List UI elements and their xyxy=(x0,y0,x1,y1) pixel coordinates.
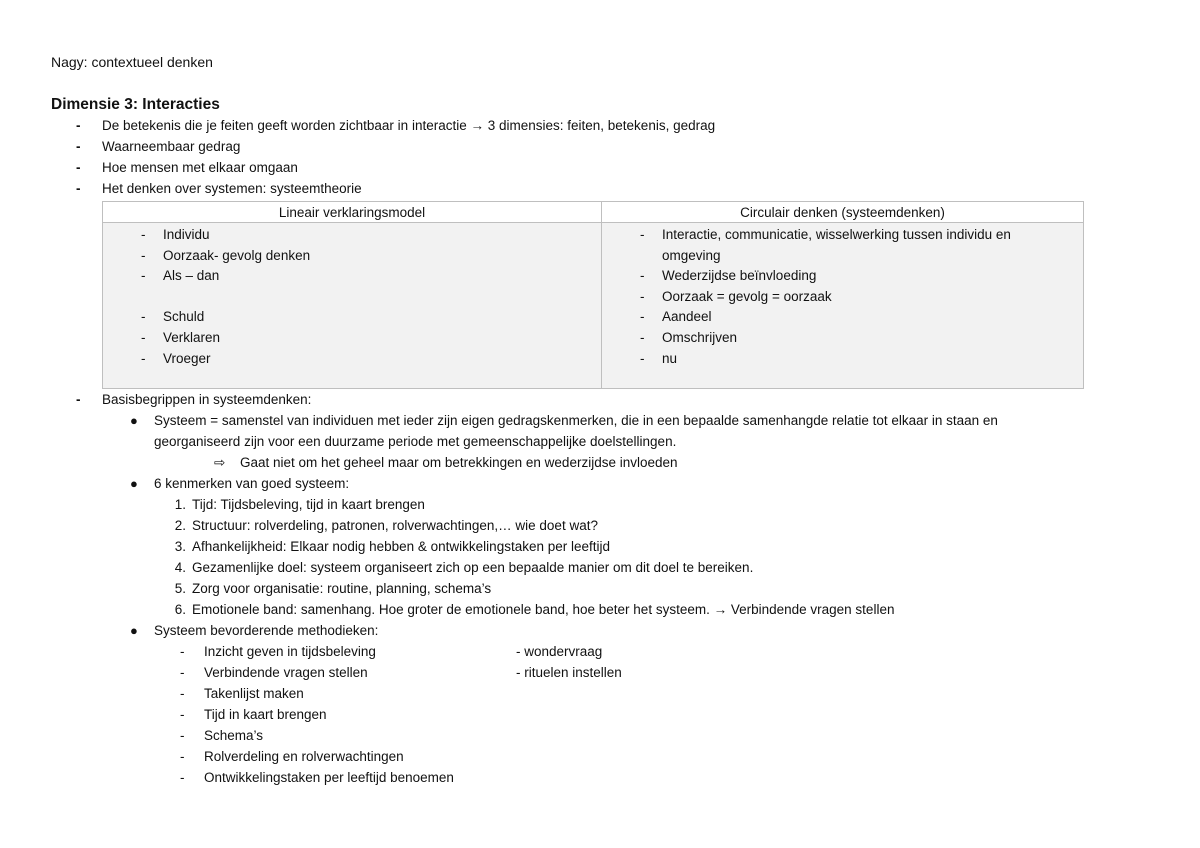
bullet-text: Het denken over systemen: systeemtheorie xyxy=(102,181,362,196)
dash-bullet: - xyxy=(76,181,81,196)
list-item xyxy=(76,158,81,178)
list-item xyxy=(76,179,81,199)
item-text: Rolverdeling en rolverwachtingen xyxy=(204,749,404,764)
list-item: - Vroeger xyxy=(103,349,601,370)
item-text: Ontwikkelingstaken per leeftijd benoemen xyxy=(204,770,454,785)
item-text: Structuur: rolverdeling, patronen, rolverwachtingen,… wie doet wat? xyxy=(192,518,598,533)
list-item: - nu xyxy=(602,349,1083,370)
list-item: - Individu xyxy=(103,225,601,246)
disc-bullet: ● xyxy=(130,476,138,491)
list-item: - Schema’s xyxy=(180,728,264,743)
bullet-text: Basisbegrippen in systeemdenken: xyxy=(102,392,312,407)
list-item: - Omschrijven xyxy=(602,328,1083,349)
disc-bullet: ● xyxy=(130,623,138,638)
table-cell-right xyxy=(602,223,1084,389)
definition-line: georganiseerd zijn voor een duurzame periode met gemeenschappelijke doelstellingen. xyxy=(154,434,677,449)
list-item: - Als – dan xyxy=(103,266,601,287)
bullet-text: Hoe mensen met elkaar omgaan xyxy=(102,160,298,175)
numbered-item: 1. Tijd: Tijdsbeleving, tijd in kaart brengen xyxy=(174,497,425,512)
bullet-text: Waarneembaar gedrag xyxy=(102,139,241,154)
list-item: - Tijd in kaart brengen xyxy=(180,707,327,722)
list-item-right: - rituelen instellen xyxy=(516,665,622,680)
dash-bullet: - xyxy=(76,160,81,175)
numbered-item: 6. Emotionele band: samenhang. Hoe groter de emotionele band, hoe beter het systeem. → Verbindende vragen stellen xyxy=(174,602,895,617)
table-header-right: Circulair denken (systeemdenken) xyxy=(602,202,1084,223)
list-item: - Rolverdeling en rolverwachtingen xyxy=(180,749,404,764)
item-text: Gezamenlijke doel: systeem organiseert zich op een bepaalde manier om dit doel te bereiken. xyxy=(192,560,754,575)
definition-line: Systeem = samenstel van individuen met ieder zijn eigen gedragskenmerken, die in een bepaalde samenhangde relatie tot elkaar in staan en xyxy=(154,413,998,428)
table-header-left: Lineair verklaringsmodel xyxy=(103,202,602,223)
list-item: - Verklaren xyxy=(103,328,601,349)
bullet-text: 6 kenmerken van goed systeem: xyxy=(154,476,350,491)
list-item xyxy=(76,390,81,410)
item-text: Schema’s xyxy=(204,728,264,743)
list-item: - Verbindende vragen stellen xyxy=(180,665,368,680)
list-item xyxy=(76,116,81,136)
dash-bullet: - xyxy=(76,139,81,154)
numbered-item: 5. Zorg voor organisatie: routine, planning, schema’s xyxy=(174,581,492,596)
list-item: - Takenlijst maken xyxy=(180,686,304,701)
numbered-item: 3. Afhankelijkheid: Elkaar nodig hebben & ontwikkelingstaken per leeftijd xyxy=(174,539,611,554)
bullet-text: Systeem bevorderende methodieken: xyxy=(154,623,379,638)
section-heading: Dimensie 3: Interacties xyxy=(51,96,220,113)
list-item: - Schuld xyxy=(103,307,601,328)
list-item xyxy=(76,137,81,157)
numbered-item: 4. Gezamenlijke doel: systeem organiseert zich op een bepaalde manier om dit doel te bereiken. xyxy=(174,560,754,575)
table-cell-left xyxy=(103,223,602,389)
item-text: Takenlijst maken xyxy=(204,686,304,701)
arrow-icon: ⇨ xyxy=(214,455,226,470)
comparison-table xyxy=(102,201,1084,389)
item-text: Verbindende vragen stellen xyxy=(204,665,368,680)
item-text: Tijd in kaart brengen xyxy=(204,707,327,722)
dash-bullet: - xyxy=(76,118,81,133)
item-text: Inzicht geven in tijdsbeleving xyxy=(204,644,376,659)
disc-bullet: ● xyxy=(130,413,138,428)
list-item: - Ontwikkelingstaken per leeftijd benoemen xyxy=(180,770,454,785)
item-text: Afhankelijkheid: Elkaar nodig hebben & ontwikkelingstaken per leeftijd xyxy=(192,539,611,554)
document-title: Nagy: contextueel denken xyxy=(51,54,213,70)
bullet-text: De betekenis die je feiten geeft worden zichtbaar in interactie → 3 dimensies: feiten, betekenis, gedrag xyxy=(102,118,716,133)
list-item: - Aandeel xyxy=(602,307,1083,328)
item-text: Tijd: Tijdsbeleving, tijd in kaart brengen xyxy=(192,497,425,512)
list-item: - Wederzijdse beïnvloeding xyxy=(602,266,1083,287)
arrow-note: Gaat niet om het geheel maar om betrekkingen en wederzijdse invloeden xyxy=(240,455,678,470)
dash-bullet: - xyxy=(76,392,81,407)
list-item: - Oorzaak = gevolg = oorzaak xyxy=(602,287,1083,308)
numbered-item: 2. Structuur: rolverdeling, patronen, rolverwachtingen,… wie doet wat? xyxy=(174,518,598,533)
list-spacer xyxy=(103,287,601,308)
list-item: - Oorzaak- gevolg denken xyxy=(103,246,601,267)
list-item: - Inzicht geven in tijdsbeleving xyxy=(180,644,376,659)
list-item: - Interactie, communicatie, wisselwerking tussen individu en omgeving xyxy=(602,225,1083,266)
list-item-right: - wondervraag xyxy=(516,644,603,659)
item-text: Emotionele band: samenhang. Hoe groter de emotionele band, hoe beter het systeem. → Verbindende vragen stellen xyxy=(192,602,895,617)
item-text: Zorg voor organisatie: routine, planning, schema’s xyxy=(192,581,492,596)
